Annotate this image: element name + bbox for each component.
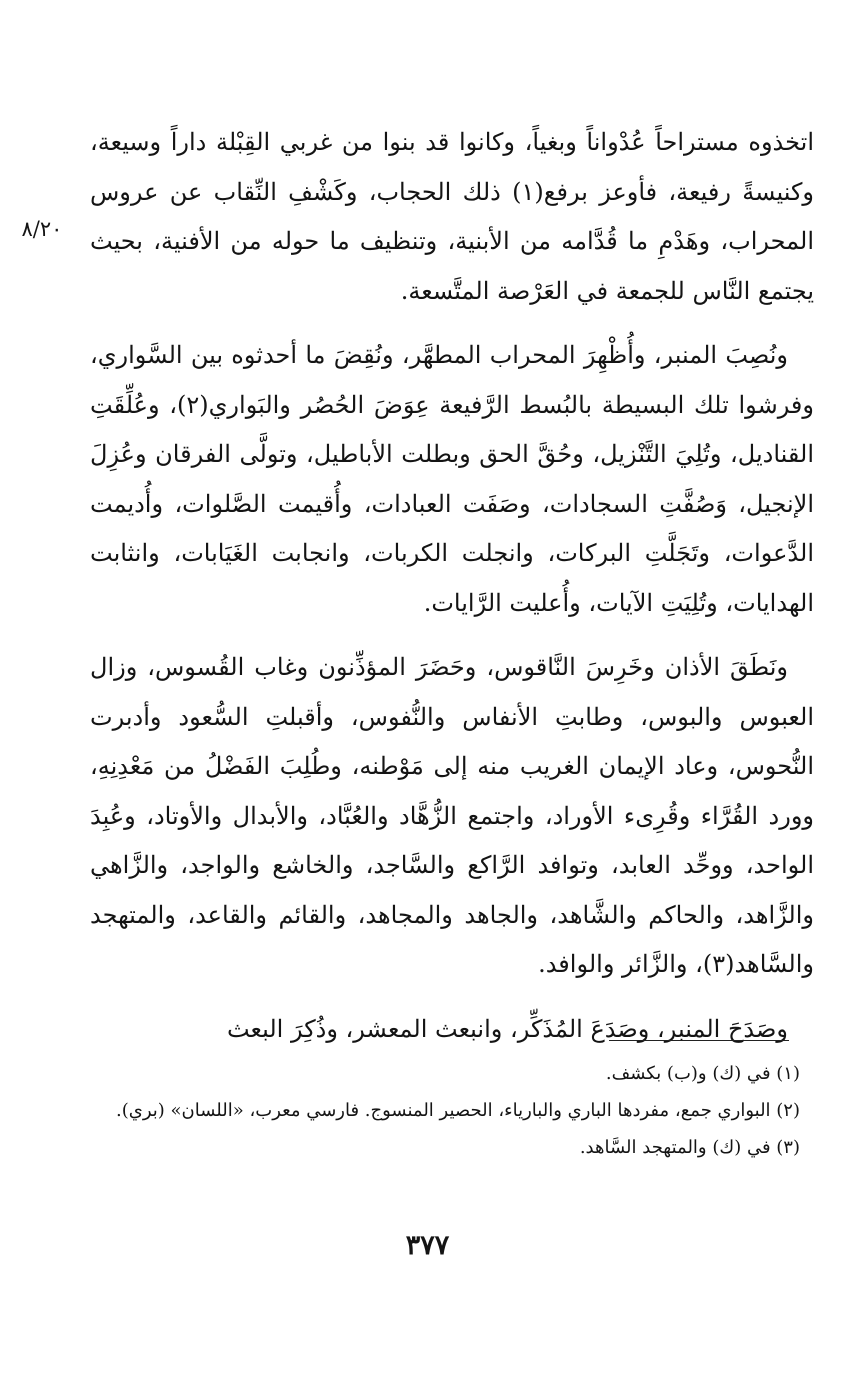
footnote-3: (٣) في (ك) والمتهجد السَّاهد. bbox=[579, 1137, 800, 1158]
footnote-1: (١) في (ك) و(ب) بكشف. bbox=[605, 1063, 800, 1084]
footnote-2: (٢) البواري جمع، مفردها الباري والبارياء، الحصير المنسوج. فارسي معرب، «اللسان» (بري). bbox=[116, 1100, 800, 1121]
footnote-divider bbox=[609, 1040, 789, 1041]
page-number: ٣٧٧ bbox=[405, 1230, 450, 1261]
paragraph-3: ونَطَقَ الأذان وخَرِسَ النَّاقوس، وحَضَرَ المؤذِّنون وغاب القُسوس، وزال العبوس والبوس، وطابتِ الأنفاس والنُّفوس، وأقبلتِ السُّعود وأدبرت النُّحوس، وعاد الإيمان الغريب منه إلى مَوْطنه، وطُلِبَ الفَضْلُ من مَعْدِنِهِ، وورد القُرَّاء وقُرِىء الأوراد، واجتمع الزُّهَّاد والعُبَّاد، والأبدال والأوتاد، وعُبِدَ الواحد، ووحِّد العابد، وتوافد الرَّاكع والسَّاجد، والخاشع والواجد، والزَّاهي والزَّاهد، والحاكم والشَّاهد، والجاهد والمجاهد، والقائم والقاعد، والمتهجد والسَّاهد(٣)، والزَّائر والوافد. bbox=[90, 653, 815, 978]
paragraph-1: اتخذوه مستراحاً عُدْواناً وبغياً، وكانوا قد بنوا من غربي القِبْلة داراً وسيعة، وكنيسةً رفيعة، فأوعز برفع(١) ذلك الحجاب، وكَشْفِ النِّقاب عن عروس المحراب، وهَدْمِ ما قُدَّامه من الأبنية، وتنظيف ما حوله من الأفنية، بحيث يجتمع النَّاس للجمعة في العَرْصة المتَّسعة. bbox=[90, 128, 814, 305]
main-text bbox=[90, 118, 814, 1069]
margin-reference: ٨/٢٠ bbox=[21, 217, 63, 241]
footnotes bbox=[90, 1058, 800, 1169]
paragraph-2: ونُصِبَ المنبر، وأُظْهِرَ المحراب المطهَّر، ونُقِضَ ما أحدثوه بين السَّواري، وفرشوا تلك البسيطة بالبُسط الرَّفيعة عِوَضَ الحُصُر والبَواري(٢)، وعُلِّقَتِ القناديل، وتُلِيَ التَّنْزيل، وحُقَّ الحق وبطلت الأباطيل، وتولَّى الفرقان وعُزِلَ الإنجيل، وَصُفَّتِ السجادات، وصَفَت العبادات، وأُقيمت الصَّلوات، وأُديمت الدَّعوات، وتَجَلَّتِ البركات، وانجلت الكربات، وانجابت الغَيَابات، وانثابت الهدايات، وتُلِيَتِ الآيات، وأُعليت الرَّايات. bbox=[90, 341, 814, 617]
paragraph-4: وصَدَحَ المنبر، وصَدَعَ المُذَكِّر، وانبعث المعشر، وذُكِرَ البعث bbox=[226, 1014, 788, 1043]
